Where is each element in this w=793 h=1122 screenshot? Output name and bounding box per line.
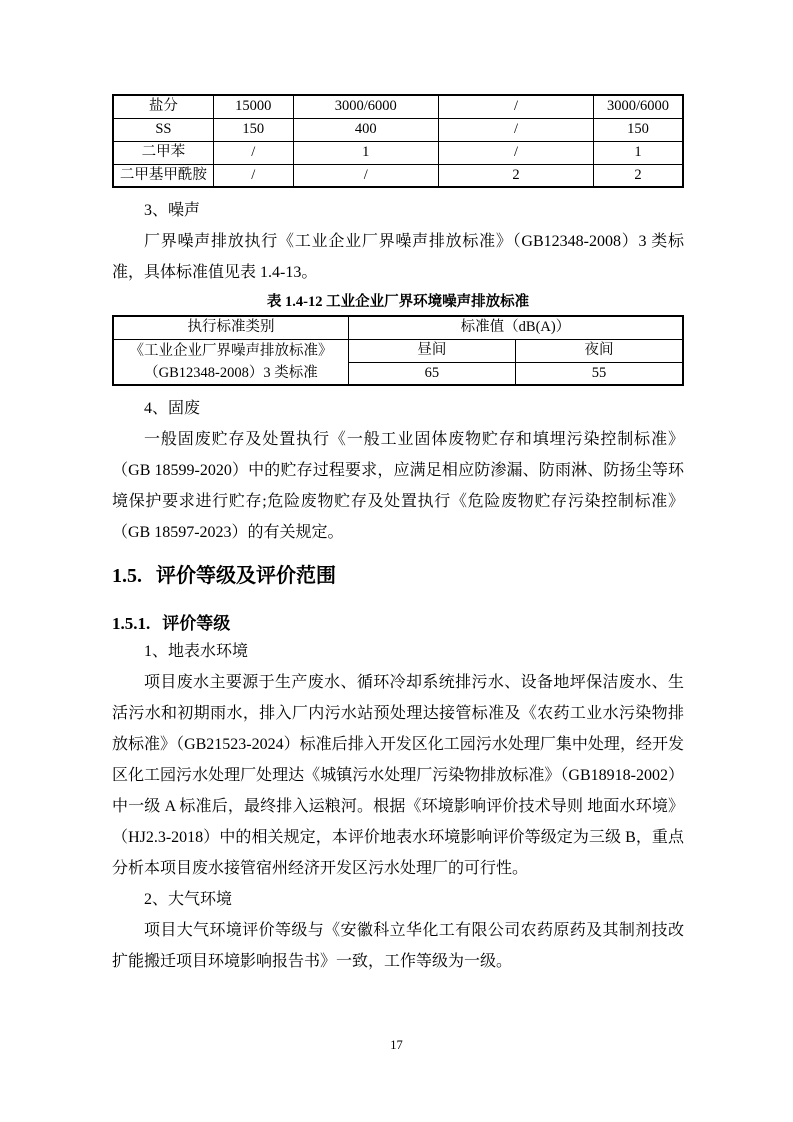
table-cell: 150: [213, 118, 293, 141]
table-row: [113, 141, 683, 164]
table-row: [113, 339, 683, 362]
section-heading-1-5: [112, 562, 684, 590]
table-cell: 2: [438, 164, 593, 187]
table-row: [113, 316, 683, 339]
table-cell: 夜间: [515, 339, 683, 362]
table-cell: SS: [113, 118, 213, 141]
section-number: 1.5.: [112, 565, 142, 587]
standard-code-line: （GB12348-2008）3 类标准: [144, 364, 318, 381]
table-cell: 二甲基甲酰胺: [113, 164, 213, 187]
noise-standard-table: [112, 315, 684, 386]
table-cell: 15000: [213, 95, 293, 118]
table-cell: 3000/6000: [293, 95, 438, 118]
atmosphere-paragraph: 项目大气环境评价等级与《安徽科立华化工有限公司农药原药及其制剂技改扩能搬迁项目环境影响报告书》一致，工作等级为一级。: [112, 922, 684, 970]
table-cell: 盐分: [113, 95, 213, 118]
table-cell: 昼间: [348, 339, 515, 362]
table-cell: 150: [593, 118, 683, 141]
table-cell: /: [213, 141, 293, 164]
table-cell: /: [438, 95, 593, 118]
solid-waste-paragraph: 一般固废贮存及处置执行《一般工业固体废物贮存和填埋污染控制标准》（GB 18599-2020）中的贮存过程要求，应满足相应防渗漏、防雨淋、防扬尘等环境保护要求进行贮存;危险废物贮存及处置执行《危险废物贮存污染控制标准》（GB 18597-2023）的有关规定。: [112, 431, 684, 541]
solid-waste-subheading: 4、固废: [144, 400, 201, 417]
table-cell: /: [438, 141, 593, 164]
page-content: [112, 94, 684, 977]
atmosphere-subheading: 2、大气环境: [144, 891, 233, 908]
table-cell: 3000/6000: [593, 95, 683, 118]
table-cell: 55: [515, 362, 683, 385]
page-number: 17: [390, 1038, 403, 1052]
table-cell: 1: [593, 141, 683, 164]
table-row: [113, 95, 683, 118]
noise-subheading: 3、噪声: [144, 202, 201, 219]
table-row: [113, 164, 683, 187]
noise-table-caption: 表 1.4-12 工业企业厂界环境噪声排放标准: [266, 294, 530, 310]
surface-water-paragraph: 项目废水主要源于生产废水、循环冷却系统排污水、设备地坪保洁废水、生活污水和初期雨水，排入厂内污水站预处理达接管标准及《农药工业水污染物排放标准》（GB21523-2024）标准后排入开发区化工园污水处理厂集中处理，经开发区化工园污水处理厂处理达《城镇污水处理厂污染物排放标准》（GB18918-2002）中一级 A 标准后，最终排入运粮河。根据《环境影响评价技术导则 地面水环境》（HJ2.3-2018）中的相关规定，本评价地表水环境影响评价等级定为三级 B，重点分析本项目废水接管宿州经济开发区污水处理厂的可行性。: [112, 674, 684, 877]
surface-water-subheading: 1、地表水环境: [144, 643, 249, 660]
table-cell: 1: [293, 141, 438, 164]
noise-paragraph: 厂界噪声排放执行《工业企业厂界噪声排放标准》（GB12348-2008）3 类标准，具体标准值见表 1.4-13。: [112, 233, 684, 281]
table-cell: 400: [293, 118, 438, 141]
table-cell: [113, 339, 348, 385]
table-cell: 标准值（dB(A)）: [348, 316, 683, 339]
table-cell: 执行标准类别: [113, 316, 348, 339]
table-cell: 65: [348, 362, 515, 385]
table-cell: 2: [593, 164, 683, 187]
standard-name-line: 《工业企业厂界噪声排放标准》: [129, 342, 333, 359]
table-cell: /: [438, 118, 593, 141]
pollutant-limits-table: [112, 94, 684, 188]
section-heading-1-5-1: [112, 612, 684, 636]
section-number: 1.5.1.: [112, 614, 151, 633]
table-cell: /: [293, 164, 438, 187]
table-cell: 二甲苯: [113, 141, 213, 164]
table-row: [113, 118, 683, 141]
section-title: 评价等级: [162, 614, 231, 633]
section-title: 评价等级及评价范围: [156, 565, 336, 587]
table-cell: /: [213, 164, 293, 187]
